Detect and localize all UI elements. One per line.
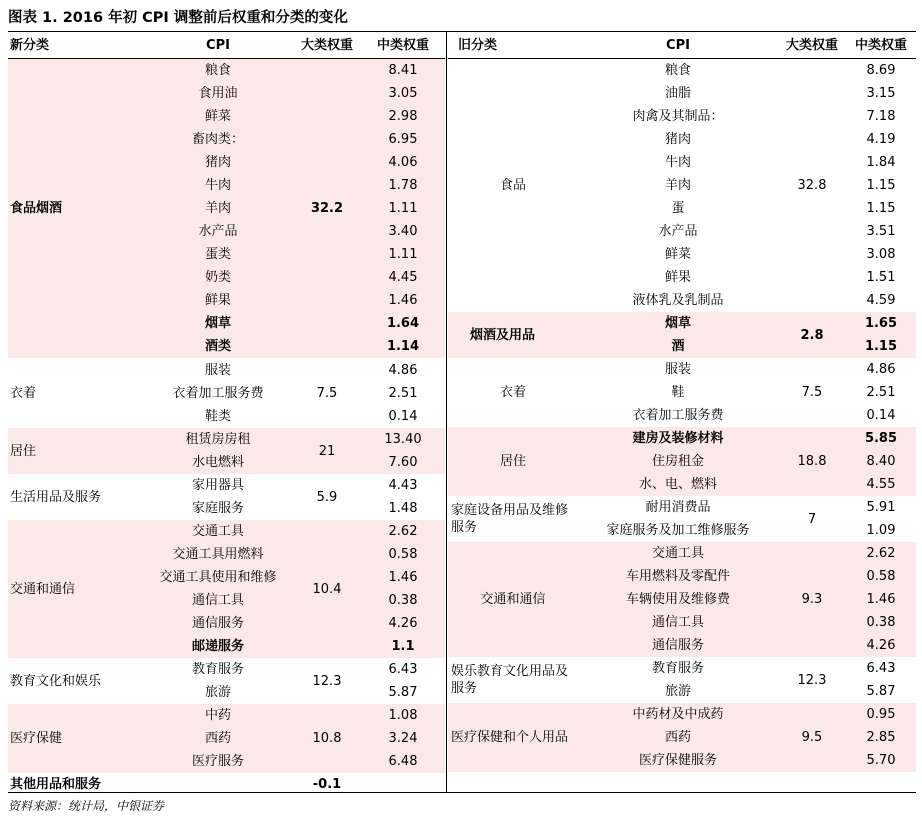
col-header-mid-weight: 中类权重 <box>376 38 429 53</box>
group-weight: 7 <box>807 511 817 527</box>
col-header-old-category: 旧分类 <box>458 38 498 53</box>
item-weight: 4.06 <box>361 151 445 174</box>
item-name: 交通工具用燃料 <box>143 543 293 566</box>
item-weight: 1.11 <box>361 197 445 220</box>
item-weight: 3.05 <box>361 82 445 105</box>
item-weight: 3.08 <box>866 247 896 262</box>
item-name: 通信服务 <box>143 612 293 635</box>
item-name: 鲜菜 <box>143 105 293 128</box>
item-weight: 4.26 <box>361 612 445 635</box>
item-name: 通信工具 <box>578 611 778 634</box>
item-name: 建房及装修材料 <box>578 427 778 450</box>
bottom-rule <box>8 792 916 793</box>
table-row <box>8 658 445 681</box>
item-name: 衣着加工服务费 <box>172 386 264 401</box>
group-name-clothing: 衣着 <box>499 385 526 400</box>
group-weight: 12.3 <box>797 672 827 688</box>
group-name-food: 食品烟酒 <box>8 59 143 359</box>
item-name: 邮递服务 <box>143 635 293 658</box>
item-name: 旅游 <box>664 684 691 699</box>
item-name: 医疗服务 <box>143 750 293 773</box>
item-name: 鞋 <box>671 385 685 400</box>
item-weight: 7.60 <box>361 451 445 474</box>
item-name: 家庭服务及加工维修服务 <box>606 523 750 538</box>
group-weight: 5.9 <box>316 489 338 505</box>
item-weight: 2.51 <box>866 385 896 400</box>
item-weight: 4.26 <box>846 634 916 657</box>
new-table-header <box>8 33 445 59</box>
item-weight: 5.70 <box>846 749 916 772</box>
group-name-education: 教育文化和娱乐 <box>10 673 102 689</box>
item-weight: 5.91 <box>866 500 896 515</box>
item-name: 中药 <box>143 704 293 727</box>
item-name: 医疗保健服务 <box>578 749 778 772</box>
item-name: 蛋类 <box>143 243 293 266</box>
item-weight: 0.58 <box>361 543 445 566</box>
item-weight: 5.87 <box>388 685 418 700</box>
item-name: 酒 <box>578 335 778 358</box>
item-name: 服装 <box>664 362 691 377</box>
group-weight: 9.3 <box>778 542 846 657</box>
source-note: 资料来源：统计局，中银证券 <box>8 799 165 813</box>
item-weight: 3.40 <box>361 220 445 243</box>
item-name: 水产品 <box>658 224 698 239</box>
group-weight: 10.8 <box>293 704 361 773</box>
col-header-mid-weight: 中类权重 <box>854 38 907 53</box>
group-weight: 12.3 <box>312 673 342 689</box>
item-name: 车辆使用及维修费 <box>578 588 778 611</box>
item-weight: 4.19 <box>866 132 896 147</box>
item-name: 蛋 <box>671 201 685 216</box>
item-weight: 1.14 <box>361 335 445 359</box>
table-row <box>8 520 445 543</box>
table-row <box>448 427 916 450</box>
item-name: 肉禽及其制品： <box>632 109 724 124</box>
item-name: 教育服务 <box>651 661 704 676</box>
item-name: 鞋类 <box>204 409 231 424</box>
item-name: 家用器具 <box>191 478 244 493</box>
item-name: 教育服务 <box>191 662 244 677</box>
item-weight: 0.58 <box>846 565 916 588</box>
item-weight: 2.85 <box>846 726 916 749</box>
table-row <box>448 657 916 680</box>
group-weight: 18.8 <box>778 427 846 496</box>
item-name: 服装 <box>143 359 293 383</box>
item-name: 租赁房房租 <box>143 428 293 451</box>
item-name: 酒类 <box>143 335 293 359</box>
table-row <box>8 704 445 727</box>
item-name: 烟草 <box>578 312 778 335</box>
item-weight: 1.51 <box>866 270 896 285</box>
group-name-transport: 交通和通信 <box>448 542 578 657</box>
item-name: 鲜菜 <box>664 247 691 262</box>
item-name: 中药材及中成药 <box>578 703 778 726</box>
item-weight: 6.95 <box>361 128 445 151</box>
item-weight: 8.69 <box>866 63 896 78</box>
table-row <box>8 474 445 497</box>
item-name: 水电燃料 <box>143 451 293 474</box>
item-weight: 7.18 <box>866 109 896 124</box>
item-name: 水产品 <box>143 220 293 243</box>
item-weight: 2.51 <box>388 386 418 401</box>
group-weight: 10.4 <box>293 520 361 658</box>
item-weight: 6.43 <box>866 661 896 676</box>
group-weight: 32.8 <box>797 178 827 193</box>
item-name: 住房租金 <box>578 450 778 473</box>
item-name: 液体乳及乳制品 <box>632 293 724 308</box>
item-name: 车用燃料及零配件 <box>578 565 778 588</box>
group-name-housing: 居住 <box>448 427 578 496</box>
figure-title: 图表 1. 2016 年初 CPI 调整前后权重和分类的变化 <box>8 10 348 26</box>
item-weight: 1.15 <box>846 335 916 358</box>
group-name-food: 食品 <box>499 178 526 193</box>
item-weight: 4.55 <box>846 473 916 496</box>
table-row <box>448 542 916 565</box>
item-name: 猪肉 <box>143 151 293 174</box>
group-weight: 9.5 <box>778 703 846 772</box>
item-name: 通信工具 <box>143 589 293 612</box>
old-table-header <box>448 33 916 59</box>
top-rule <box>8 31 916 32</box>
item-weight: 4.86 <box>866 362 896 377</box>
item-name: 奶类 <box>143 266 293 289</box>
group-name-health: 医疗保健和个人用品 <box>448 703 578 772</box>
item-weight: 1.46 <box>361 566 445 589</box>
item-name: 交通工具 <box>143 520 293 543</box>
item-weight: 1.09 <box>866 523 896 538</box>
col-header-new-category: 新分类 <box>10 38 50 53</box>
item-weight: 2.98 <box>361 105 445 128</box>
item-name: 羊肉 <box>143 197 293 220</box>
item-name: 鲜果 <box>664 270 691 285</box>
col-header-cpi: CPI <box>206 38 230 53</box>
group-name-health: 医疗保健 <box>8 704 143 773</box>
item-weight: 1.15 <box>866 178 896 193</box>
item-weight: 0.95 <box>846 703 916 726</box>
group-name-housing: 居住 <box>8 428 143 474</box>
new-classification-table <box>8 33 445 796</box>
item-weight: 1.84 <box>866 155 896 170</box>
item-weight: 1.11 <box>361 243 445 266</box>
item-weight: 1.08 <box>361 704 445 727</box>
item-name: 烟草 <box>143 312 293 335</box>
item-weight: 2.62 <box>846 542 916 565</box>
item-weight: 1.46 <box>846 588 916 611</box>
item-weight: 4.59 <box>866 293 896 308</box>
group-name-transport: 交通和通信 <box>8 520 143 658</box>
item-weight: 5.87 <box>866 684 896 699</box>
item-weight: 3.51 <box>866 224 896 239</box>
item-weight: 1.1 <box>361 635 445 658</box>
item-weight: 0.14 <box>388 409 418 424</box>
item-name: 羊肉 <box>664 178 691 193</box>
item-weight: 1.48 <box>388 501 418 516</box>
item-weight: 3.15 <box>866 86 896 101</box>
group-weight: 32.2 <box>293 59 361 359</box>
item-weight: 13.40 <box>361 428 445 451</box>
item-weight: 8.40 <box>846 450 916 473</box>
item-name: 食用油 <box>143 82 293 105</box>
group-weight: -0.1 <box>312 777 342 792</box>
group-name-household: 家庭设备用品及维修服务 <box>451 503 569 535</box>
item-weight: 5.85 <box>846 427 916 450</box>
item-weight: 4.45 <box>361 266 445 289</box>
item-name: 耐用消费品 <box>645 500 711 515</box>
item-weight: 8.41 <box>361 59 445 82</box>
group-weight: 2.8 <box>778 312 846 358</box>
item-weight: 4.86 <box>361 359 445 383</box>
table-row <box>8 359 445 383</box>
item-weight: 4.43 <box>388 478 418 493</box>
item-weight: 1.46 <box>361 289 445 312</box>
item-weight: 0.38 <box>361 589 445 612</box>
item-name: 旅游 <box>204 685 231 700</box>
table-row <box>448 358 916 381</box>
old-classification-table <box>448 33 916 772</box>
item-name: 油脂 <box>664 86 691 101</box>
item-weight: 1.65 <box>846 312 916 335</box>
group-name-other: 其他用品和服务 <box>10 777 102 792</box>
item-weight: 6.43 <box>388 662 418 677</box>
item-name: 畜肉类： <box>143 128 293 151</box>
group-weight: 21 <box>293 428 361 474</box>
item-weight: 1.15 <box>866 201 896 216</box>
table-divider <box>446 31 447 792</box>
table-row <box>448 59 916 82</box>
item-name: 牛肉 <box>143 174 293 197</box>
table-row <box>8 428 445 451</box>
item-weight: 0.38 <box>846 611 916 634</box>
item-name: 粮食 <box>664 63 691 78</box>
item-weight: 1.78 <box>361 174 445 197</box>
item-name: 粮食 <box>143 59 293 82</box>
item-name: 猪肉 <box>664 132 691 147</box>
item-weight: 3.24 <box>361 727 445 750</box>
table-row <box>448 496 916 519</box>
item-name: 家庭服务 <box>191 501 244 516</box>
item-weight: 2.62 <box>361 520 445 543</box>
group-name-tobacco: 烟酒及用品 <box>448 312 578 358</box>
col-header-major-weight: 大类权重 <box>785 38 838 53</box>
group-weight: 7.5 <box>293 359 361 429</box>
item-name: 交通工具使用和维修 <box>143 566 293 589</box>
item-weight: 1.64 <box>361 312 445 335</box>
item-name: 通信服务 <box>578 634 778 657</box>
item-name: 西药 <box>143 727 293 750</box>
item-name: 鲜果 <box>143 289 293 312</box>
item-name: 西药 <box>578 726 778 749</box>
item-weight: 0.14 <box>866 408 896 423</box>
group-name-education: 娱乐教育文化用品及服务 <box>451 664 569 696</box>
table-row <box>448 703 916 726</box>
table-row <box>8 59 445 82</box>
group-weight: 7.5 <box>801 385 823 400</box>
col-header-major-weight: 大类权重 <box>300 38 353 53</box>
item-name: 衣着加工服务费 <box>632 408 724 423</box>
table-row <box>448 312 916 335</box>
col-header-cpi: CPI <box>666 38 690 53</box>
item-weight: 6.48 <box>361 750 445 773</box>
item-name: 交通工具 <box>578 542 778 565</box>
item-name: 牛肉 <box>664 155 691 170</box>
item-name: 水、电、燃料 <box>578 473 778 496</box>
group-name-clothing: 衣着 <box>8 359 143 429</box>
group-name-household: 生活用品及服务 <box>10 489 102 505</box>
